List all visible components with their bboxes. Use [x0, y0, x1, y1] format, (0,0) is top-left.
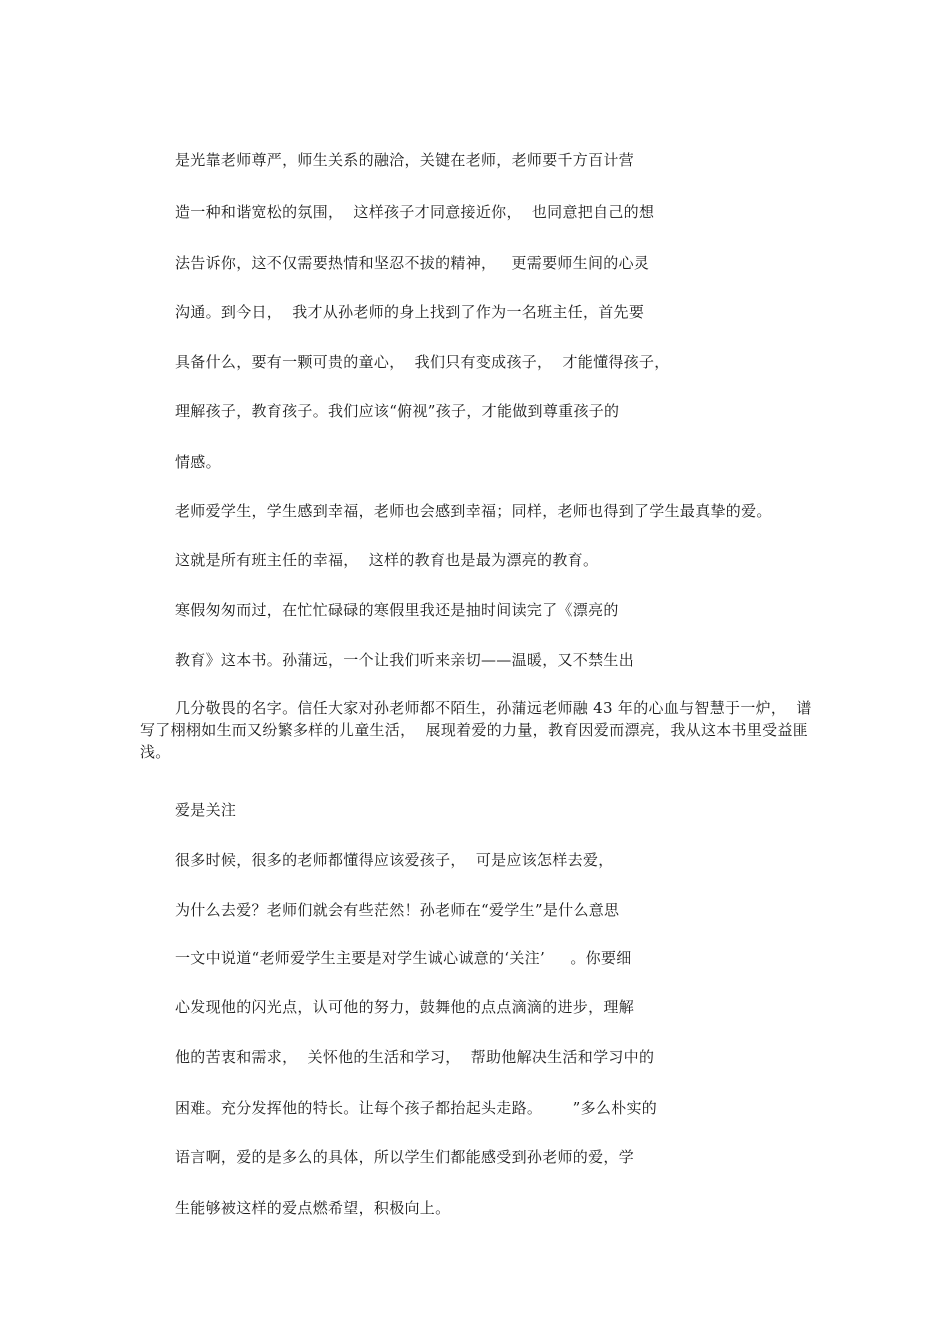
text-line: 造一种和谐宽松的氛围， 这样孩子才同意接近你， 也同意把自己的想 — [175, 203, 655, 221]
text-line: 生能够被这样的爱点燃希望，积极向上。 — [175, 1199, 451, 1217]
text-line: 是光靠老师尊严，师生关系的融洽，关键在老师，老师要千方百计营 — [175, 151, 635, 169]
text-line: 很多时候，很多的老师都懂得应该爱孩子， 可是应该怎样去爱， — [175, 851, 614, 869]
text-line: 这就是所有班主任的幸福， 这样的教育也是最为漂亮的教育。 — [175, 551, 599, 569]
wrapped-paragraph: 几分敬畏的名字。信任大家对孙老师都不陌生，孙蒲远老师融 43 年的心血与智慧于一炉， 谱写了栩栩如生而又纷繁多样的儿童生活， 展现着爱的力量，教育因爱而漂亮，我从这本书里受益匪浅。 — [140, 699, 812, 761]
text-line: 具备什么，要有一颗可贵的童心， 我们只有变成孩子， 才能懂得孩子， — [175, 353, 670, 371]
text-line: 一文中说道“老师爱学生主要是对学生诚心诚意的‘关注’ 。你要细 — [175, 949, 632, 967]
text-line: 为什么去爱？老师们就会有些茫然！孙老师在“爱学生”是什么意思 — [175, 901, 620, 919]
text-line: 教育》这本书。孙蒲远，一个让我们听来亲切——温暖，又不禁生出 — [175, 651, 635, 669]
text-line: 理解孩子，教育孩子。我们应该“俯视”孩子，才能做到尊重孩子的 — [175, 402, 620, 420]
section-heading: 爱是关注 — [175, 801, 237, 819]
text-line: 语言啊，爱的是多么的具体，所以学生们都能感受到孙老师的爱，学 — [175, 1148, 635, 1166]
text-line: 困难。充分发挥他的特长。让每个孩子都抬起头走路。 ”多么朴实的 — [175, 1099, 658, 1117]
text-line: 心发现他的闪光点，认可他的努力，鼓舞他的点点滴滴的进步，理解 — [175, 998, 635, 1016]
text-line: 法告诉你，这不仅需要热情和坚忍不拔的精神， 更需要师生间的心灵 — [175, 254, 650, 272]
text-line: 沟通。到今日， 我才从孙老师的身上找到了作为一名班主任，首先要 — [175, 303, 645, 321]
text-line: 他的苦衷和需求， 关怀他的生活和学习， 帮助他解决生活和学习中的 — [175, 1048, 655, 1066]
text-line: 情感。 — [175, 453, 221, 471]
text-line: 老师爱学生，学生感到幸福，老师也会感到幸福；同样，老师也得到了学生最真挚的爱。 — [175, 502, 772, 520]
text-line: 寒假匆匆而过，在忙忙碌碌的寒假里我还是抽时间读完了《漂亮的 — [175, 601, 619, 619]
